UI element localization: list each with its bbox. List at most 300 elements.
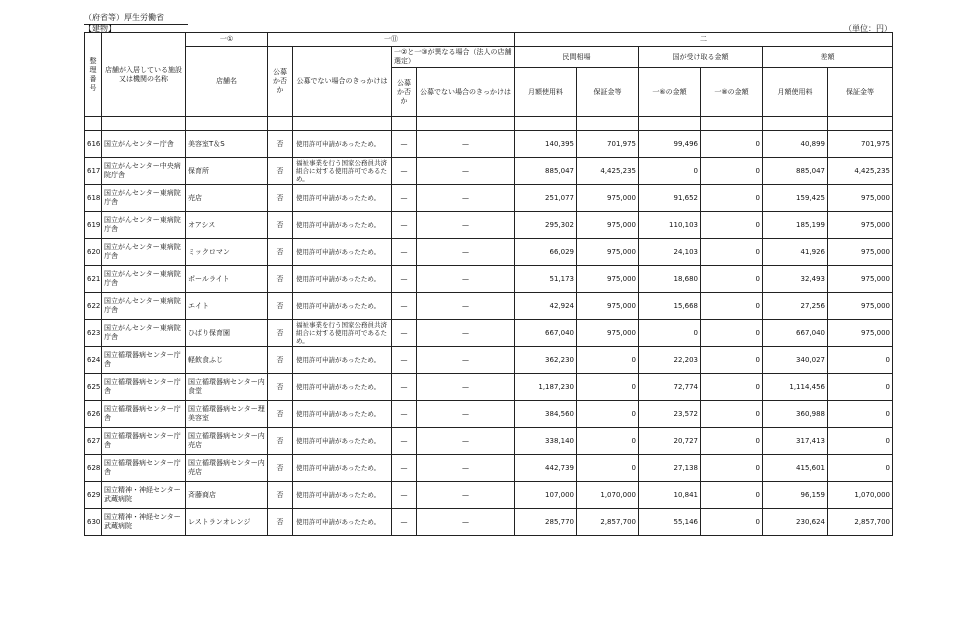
state-amount-8-text: 0 xyxy=(755,166,760,175)
reason-text xyxy=(293,428,392,455)
reason-text-2 xyxy=(417,266,515,293)
private-deposit xyxy=(577,212,639,239)
state-amount-6 xyxy=(639,239,701,266)
public-flag-2 xyxy=(392,401,417,428)
diff-deposit-text: 975,000 xyxy=(861,301,890,310)
shop-name-text: 美容室T＆S xyxy=(188,139,225,148)
unit-label: （単位：円） xyxy=(844,24,892,33)
diff-rent xyxy=(763,185,828,212)
diff-deposit xyxy=(828,401,893,428)
row-number-text: 627 xyxy=(87,436,101,445)
diff-rent-text: 415,601 xyxy=(796,463,825,472)
public-flag-2-text: — xyxy=(400,490,408,499)
facility-name xyxy=(102,293,186,320)
reason-text-2-text: — xyxy=(462,328,469,337)
state-amount-6-text: 55,146 xyxy=(673,517,698,526)
state-amount-8-text: 0 xyxy=(755,463,760,472)
row-number-text: 629 xyxy=(87,490,101,499)
row-number xyxy=(85,401,102,428)
reason-text xyxy=(293,293,392,320)
facility-name-text: 国立循環器病センター庁舎 xyxy=(104,432,181,449)
private-deposit xyxy=(577,428,639,455)
public-flag-text: 否 xyxy=(276,274,284,283)
public-flag-text: 否 xyxy=(276,463,284,472)
table-row xyxy=(85,158,893,185)
state-amount-8 xyxy=(701,320,763,347)
shop-name-text: ひばり保育園 xyxy=(188,328,230,337)
state-amount-6 xyxy=(639,212,701,239)
state-amount-8 xyxy=(701,509,763,536)
public-flag-2 xyxy=(392,509,417,536)
diff-deposit-text: 0 xyxy=(885,355,890,364)
private-deposit xyxy=(577,455,639,482)
row-number xyxy=(85,266,102,293)
reason-text-2-text: — xyxy=(462,301,469,310)
reason-text xyxy=(293,131,392,158)
diff-rent-text: 317,413 xyxy=(796,436,825,445)
reason-text-2-text: — xyxy=(462,463,469,472)
facility-name-text: 国立循環器病センター庁舎 xyxy=(104,351,181,368)
reason-text-text: 福祉事業を行う国家公務員共済組合に対する使用許可であるため。 xyxy=(296,159,387,183)
diff-rent-text: 27,256 xyxy=(800,301,825,310)
private-rent xyxy=(515,428,577,455)
row-number xyxy=(85,131,102,158)
diff-deposit xyxy=(828,374,893,401)
state-amount-6 xyxy=(639,428,701,455)
reason-text-text: 使用許可申請があったため。 xyxy=(296,491,381,499)
shop-name xyxy=(186,509,268,536)
reason-text-2 xyxy=(417,428,515,455)
public-flag-2-text: — xyxy=(400,301,408,310)
private-deposit xyxy=(577,131,639,158)
state-amount-8-text: 0 xyxy=(755,328,760,337)
subgroup-header-private: 民間相場 xyxy=(515,47,639,68)
facility-name-text: 国立精神・神経センター武蔵病院 xyxy=(104,513,181,530)
diff-deposit-text: 975,000 xyxy=(861,274,890,283)
private-rent xyxy=(515,266,577,293)
shop-name xyxy=(186,347,268,374)
col-header-public: 公募か否か xyxy=(268,47,293,117)
private-rent xyxy=(515,455,577,482)
row-number xyxy=(85,455,102,482)
private-deposit-text: 1,070,000 xyxy=(600,490,636,499)
diff-rent-text: 667,040 xyxy=(796,328,825,337)
shop-name-text: 軽飲食ふじ xyxy=(188,355,223,364)
row-number-text: 619 xyxy=(87,220,101,229)
table-row xyxy=(85,293,893,320)
private-rent-text: 1,187,230 xyxy=(538,382,574,391)
table-row xyxy=(85,320,893,347)
private-deposit xyxy=(577,374,639,401)
state-amount-8-text: 0 xyxy=(755,274,760,283)
facility-name-text: 国立がんセンター東病院庁舎 xyxy=(104,243,181,260)
row-number xyxy=(85,482,102,509)
facility-name xyxy=(102,185,186,212)
table-row xyxy=(85,482,893,509)
facility-name xyxy=(102,320,186,347)
state-amount-8 xyxy=(701,374,763,401)
public-flag-2-text: — xyxy=(400,517,408,526)
state-amount-8 xyxy=(701,428,763,455)
diff-deposit xyxy=(828,293,893,320)
reason-text-2-text: — xyxy=(462,274,469,283)
private-deposit-text: 4,425,235 xyxy=(600,166,636,175)
private-deposit-text: 0 xyxy=(631,355,636,364)
reason-text-text: 使用許可申請があったため。 xyxy=(296,518,381,526)
private-rent-text: 66,029 xyxy=(549,247,574,256)
shop-name xyxy=(186,482,268,509)
diff-rent-text: 41,926 xyxy=(800,247,825,256)
reason-text xyxy=(293,185,392,212)
state-amount-8-text: 0 xyxy=(755,382,760,391)
section-label: 【建物】 xyxy=(84,24,116,33)
diff-rent xyxy=(763,374,828,401)
group-header-2: 二 xyxy=(515,33,893,47)
private-rent-text: 295,302 xyxy=(545,220,574,229)
state-amount-6-text: 91,652 xyxy=(673,193,698,202)
diff-deposit xyxy=(828,482,893,509)
data-table xyxy=(84,32,893,536)
private-rent-text: 667,040 xyxy=(545,328,574,337)
reason-text-2-text: — xyxy=(462,490,469,499)
state-amount-6 xyxy=(639,347,701,374)
reason-text-2-text: — xyxy=(462,436,469,445)
shop-name xyxy=(186,212,268,239)
diff-rent xyxy=(763,158,828,185)
table-row xyxy=(85,185,893,212)
shop-name xyxy=(186,401,268,428)
reason-text-2 xyxy=(417,401,515,428)
private-deposit xyxy=(577,293,639,320)
reason-text-text: 福祉事業を行う国家公務員共済組合に対する使用許可であるため。 xyxy=(296,321,387,345)
diff-deposit xyxy=(828,509,893,536)
public-flag-2-text: — xyxy=(400,355,408,364)
shop-name-text: 保育所 xyxy=(188,166,209,175)
diff-deposit-text: 975,000 xyxy=(861,328,890,337)
diff-deposit xyxy=(828,131,893,158)
diff-rent xyxy=(763,401,828,428)
public-flag-text: 否 xyxy=(276,382,284,391)
diff-deposit xyxy=(828,266,893,293)
reason-text xyxy=(293,401,392,428)
shop-name xyxy=(186,239,268,266)
subgroup-header-state: 国が受け取る金額 xyxy=(639,47,763,68)
private-rent xyxy=(515,239,577,266)
public-flag-2-text: — xyxy=(400,436,408,445)
private-rent xyxy=(515,482,577,509)
facility-name xyxy=(102,428,186,455)
public-flag-text: 否 xyxy=(276,490,284,499)
shop-name-text: 国立循環器病センター内売店 xyxy=(188,459,265,476)
reason-text-2 xyxy=(417,482,515,509)
row-number xyxy=(85,428,102,455)
diff-rent xyxy=(763,428,828,455)
private-rent xyxy=(515,293,577,320)
private-deposit-text: 975,000 xyxy=(607,247,636,256)
row-number xyxy=(85,239,102,266)
col-header-reason: 公募でない場合のきっかけは xyxy=(293,47,392,117)
diff-rent xyxy=(763,509,828,536)
reason-text xyxy=(293,320,392,347)
public-flag xyxy=(268,401,293,428)
table-row xyxy=(85,428,893,455)
row-number-text: 626 xyxy=(87,409,101,418)
group-header-11: 一⑪ xyxy=(268,33,515,47)
reason-text-2 xyxy=(417,185,515,212)
state-amount-8 xyxy=(701,185,763,212)
shop-name xyxy=(186,428,268,455)
reason-text-2-text: — xyxy=(462,193,469,202)
ministry-label: （府省等）厚生労働省 xyxy=(84,12,188,25)
row-number xyxy=(85,347,102,374)
diff-deposit-text: 701,975 xyxy=(861,139,890,148)
table-row xyxy=(85,266,893,293)
facility-name-text: 国立循環器病センター庁舎 xyxy=(104,378,181,395)
facility-name-text: 国立がんセンター東病院庁舎 xyxy=(104,216,181,233)
state-amount-6-text: 20,727 xyxy=(673,436,698,445)
table-row xyxy=(85,401,893,428)
diff-rent xyxy=(763,293,828,320)
row-number xyxy=(85,158,102,185)
reason-text xyxy=(293,482,392,509)
diff-deposit xyxy=(828,347,893,374)
diff-rent-text: 360,988 xyxy=(796,409,825,418)
reason-text-text: 使用許可申請があったため。 xyxy=(296,383,381,391)
state-amount-8 xyxy=(701,401,763,428)
table-row xyxy=(85,239,893,266)
public-flag-2 xyxy=(392,347,417,374)
private-rent xyxy=(515,374,577,401)
private-rent xyxy=(515,509,577,536)
private-deposit-text: 975,000 xyxy=(607,220,636,229)
facility-name xyxy=(102,509,186,536)
diff-deposit xyxy=(828,428,893,455)
state-amount-8 xyxy=(701,293,763,320)
diff-deposit xyxy=(828,185,893,212)
reason-text-2 xyxy=(417,293,515,320)
state-amount-6 xyxy=(639,509,701,536)
public-flag xyxy=(268,320,293,347)
diff-deposit xyxy=(828,455,893,482)
state-amount-6 xyxy=(639,293,701,320)
public-flag xyxy=(268,212,293,239)
private-rent-text: 384,560 xyxy=(545,409,574,418)
private-deposit-text: 2,857,700 xyxy=(600,517,636,526)
reason-text-text: 使用許可申請があったため。 xyxy=(296,275,381,283)
subgroup-header-diff-amount: 差額 xyxy=(763,47,893,68)
row-number-text: 620 xyxy=(87,247,101,256)
public-flag-text: 否 xyxy=(276,517,284,526)
diff-rent xyxy=(763,266,828,293)
row-number xyxy=(85,509,102,536)
reason-text-2 xyxy=(417,509,515,536)
state-amount-8 xyxy=(701,239,763,266)
diff-rent-text: 230,624 xyxy=(796,517,825,526)
diff-rent-text: 885,047 xyxy=(796,166,825,175)
facility-name xyxy=(102,455,186,482)
row-number xyxy=(85,374,102,401)
reason-text-2-text: — xyxy=(462,382,469,391)
public-flag-2 xyxy=(392,239,417,266)
shop-name-text: 斉藤商店 xyxy=(188,490,216,499)
state-amount-6 xyxy=(639,401,701,428)
public-flag xyxy=(268,239,293,266)
state-amount-8 xyxy=(701,482,763,509)
diff-deposit-text: 0 xyxy=(885,436,890,445)
reason-text xyxy=(293,455,392,482)
state-amount-6 xyxy=(639,185,701,212)
row-number-text: 623 xyxy=(87,328,101,337)
state-amount-8 xyxy=(701,158,763,185)
private-rent-text: 338,140 xyxy=(545,436,574,445)
public-flag-2 xyxy=(392,293,417,320)
private-rent xyxy=(515,158,577,185)
public-flag-2-text: — xyxy=(400,139,408,148)
reason-text-2 xyxy=(417,131,515,158)
state-amount-6 xyxy=(639,482,701,509)
col-header-facility: 店舗が入居している施設又は機関の名称 xyxy=(102,33,186,117)
facility-name-text: 国立がんセンター東病院庁舎 xyxy=(104,189,181,206)
reason-text-text: 使用許可申請があったため。 xyxy=(296,248,381,256)
row-number-text: 624 xyxy=(87,355,101,364)
public-flag-2-text: — xyxy=(400,274,408,283)
public-flag-2 xyxy=(392,320,417,347)
private-deposit xyxy=(577,509,639,536)
reason-text-2-text: — xyxy=(462,220,469,229)
public-flag-2 xyxy=(392,455,417,482)
diff-deposit-text: 4,425,235 xyxy=(854,166,890,175)
state-amount-8 xyxy=(701,455,763,482)
state-amount-6-text: 110,103 xyxy=(669,220,698,229)
facility-name-text: 国立循環器病センター庁舎 xyxy=(104,459,181,476)
private-rent-text: 107,000 xyxy=(545,490,574,499)
col-header-public2: 公募か否か xyxy=(392,68,417,117)
public-flag xyxy=(268,374,293,401)
public-flag-text: 否 xyxy=(276,193,284,202)
col-header-no: 整理番号 xyxy=(85,33,102,117)
reason-text-text: 使用許可申請があったため。 xyxy=(296,302,381,310)
private-deposit-text: 975,000 xyxy=(607,274,636,283)
diff-deposit-text: 1,070,000 xyxy=(854,490,890,499)
col-header-diff-deposit: 保証金等 xyxy=(828,68,893,117)
diff-rent xyxy=(763,320,828,347)
private-rent xyxy=(515,185,577,212)
row-number-text: 616 xyxy=(87,139,101,148)
state-amount-8 xyxy=(701,212,763,239)
public-flag-2-text: — xyxy=(400,220,408,229)
private-rent-text: 251,077 xyxy=(545,193,574,202)
facility-name-text: 国立がんセンター東病院庁舎 xyxy=(104,297,181,314)
private-deposit-text: 701,975 xyxy=(607,139,636,148)
private-rent-text: 51,173 xyxy=(549,274,574,283)
facility-name-text: 国立がんセンター東病院庁舎 xyxy=(104,324,181,341)
facility-name xyxy=(102,347,186,374)
public-flag xyxy=(268,293,293,320)
shop-name-text: レストランオレンジ xyxy=(188,517,251,526)
public-flag-2-text: — xyxy=(400,166,408,175)
reason-text xyxy=(293,158,392,185)
reason-text-2-text: — xyxy=(462,517,469,526)
reason-text-2 xyxy=(417,239,515,266)
public-flag-2-text: — xyxy=(400,328,408,337)
diff-deposit xyxy=(828,239,893,266)
col-header-private-rent: 月額使用料 xyxy=(515,68,577,117)
public-flag xyxy=(268,509,293,536)
shop-name xyxy=(186,158,268,185)
private-deposit-text: 0 xyxy=(631,463,636,472)
state-amount-6-text: 72,774 xyxy=(673,382,698,391)
private-deposit-text: 975,000 xyxy=(607,328,636,337)
public-flag-2 xyxy=(392,374,417,401)
state-amount-8 xyxy=(701,131,763,158)
facility-name xyxy=(102,482,186,509)
private-rent xyxy=(515,320,577,347)
col-header-reason2: 公募でない場合のきっかけは xyxy=(417,68,515,117)
state-amount-6-text: 22,203 xyxy=(673,355,698,364)
public-flag xyxy=(268,131,293,158)
col-header-state-8: 一⑧の金額 xyxy=(701,68,763,117)
diff-rent-text: 1,114,456 xyxy=(789,382,825,391)
row-number-text: 617 xyxy=(87,166,101,175)
reason-text-2-text: — xyxy=(462,409,469,418)
public-flag-text: 否 xyxy=(276,166,284,175)
shop-name xyxy=(186,455,268,482)
reason-text-2-text: — xyxy=(462,139,469,148)
facility-name xyxy=(102,131,186,158)
diff-rent xyxy=(763,455,828,482)
diff-rent-text: 96,159 xyxy=(800,490,825,499)
state-amount-6-text: 18,680 xyxy=(673,274,698,283)
state-amount-6 xyxy=(639,131,701,158)
public-flag-2 xyxy=(392,428,417,455)
diff-rent xyxy=(763,482,828,509)
diff-deposit-text: 0 xyxy=(885,382,890,391)
reason-text-2 xyxy=(417,212,515,239)
reason-text-text: 使用許可申請があったため。 xyxy=(296,464,381,472)
state-amount-6-text: 23,572 xyxy=(673,409,698,418)
group-header-1: 一① xyxy=(186,33,268,47)
public-flag xyxy=(268,185,293,212)
diff-rent xyxy=(763,212,828,239)
col-header-state-6: 一⑥の金額 xyxy=(639,68,701,117)
private-rent-text: 42,924 xyxy=(549,301,574,310)
shop-name-text: 売店 xyxy=(188,193,202,202)
public-flag xyxy=(268,482,293,509)
public-flag-2 xyxy=(392,158,417,185)
private-deposit xyxy=(577,482,639,509)
facility-name-text: 国立がんセンター庁舎 xyxy=(104,139,174,148)
facility-name-text: 国立精神・神経センター武蔵病院 xyxy=(104,486,181,503)
reason-text-2 xyxy=(417,455,515,482)
state-amount-6-text: 0 xyxy=(693,328,698,337)
state-amount-6-text: 24,103 xyxy=(673,247,698,256)
reason-text-text: 使用許可申請があったため。 xyxy=(296,221,381,229)
private-deposit xyxy=(577,239,639,266)
public-flag-2 xyxy=(392,212,417,239)
public-flag-text: 否 xyxy=(276,409,284,418)
public-flag-2-text: — xyxy=(400,463,408,472)
facility-name xyxy=(102,374,186,401)
diff-deposit xyxy=(828,212,893,239)
private-deposit xyxy=(577,347,639,374)
reason-text-text: 使用許可申請があったため。 xyxy=(296,410,381,418)
table-row xyxy=(85,131,893,158)
row-number-text: 621 xyxy=(87,274,101,283)
state-amount-8-text: 0 xyxy=(755,139,760,148)
shop-name xyxy=(186,266,268,293)
private-rent-text: 362,230 xyxy=(545,355,574,364)
table-row xyxy=(85,455,893,482)
